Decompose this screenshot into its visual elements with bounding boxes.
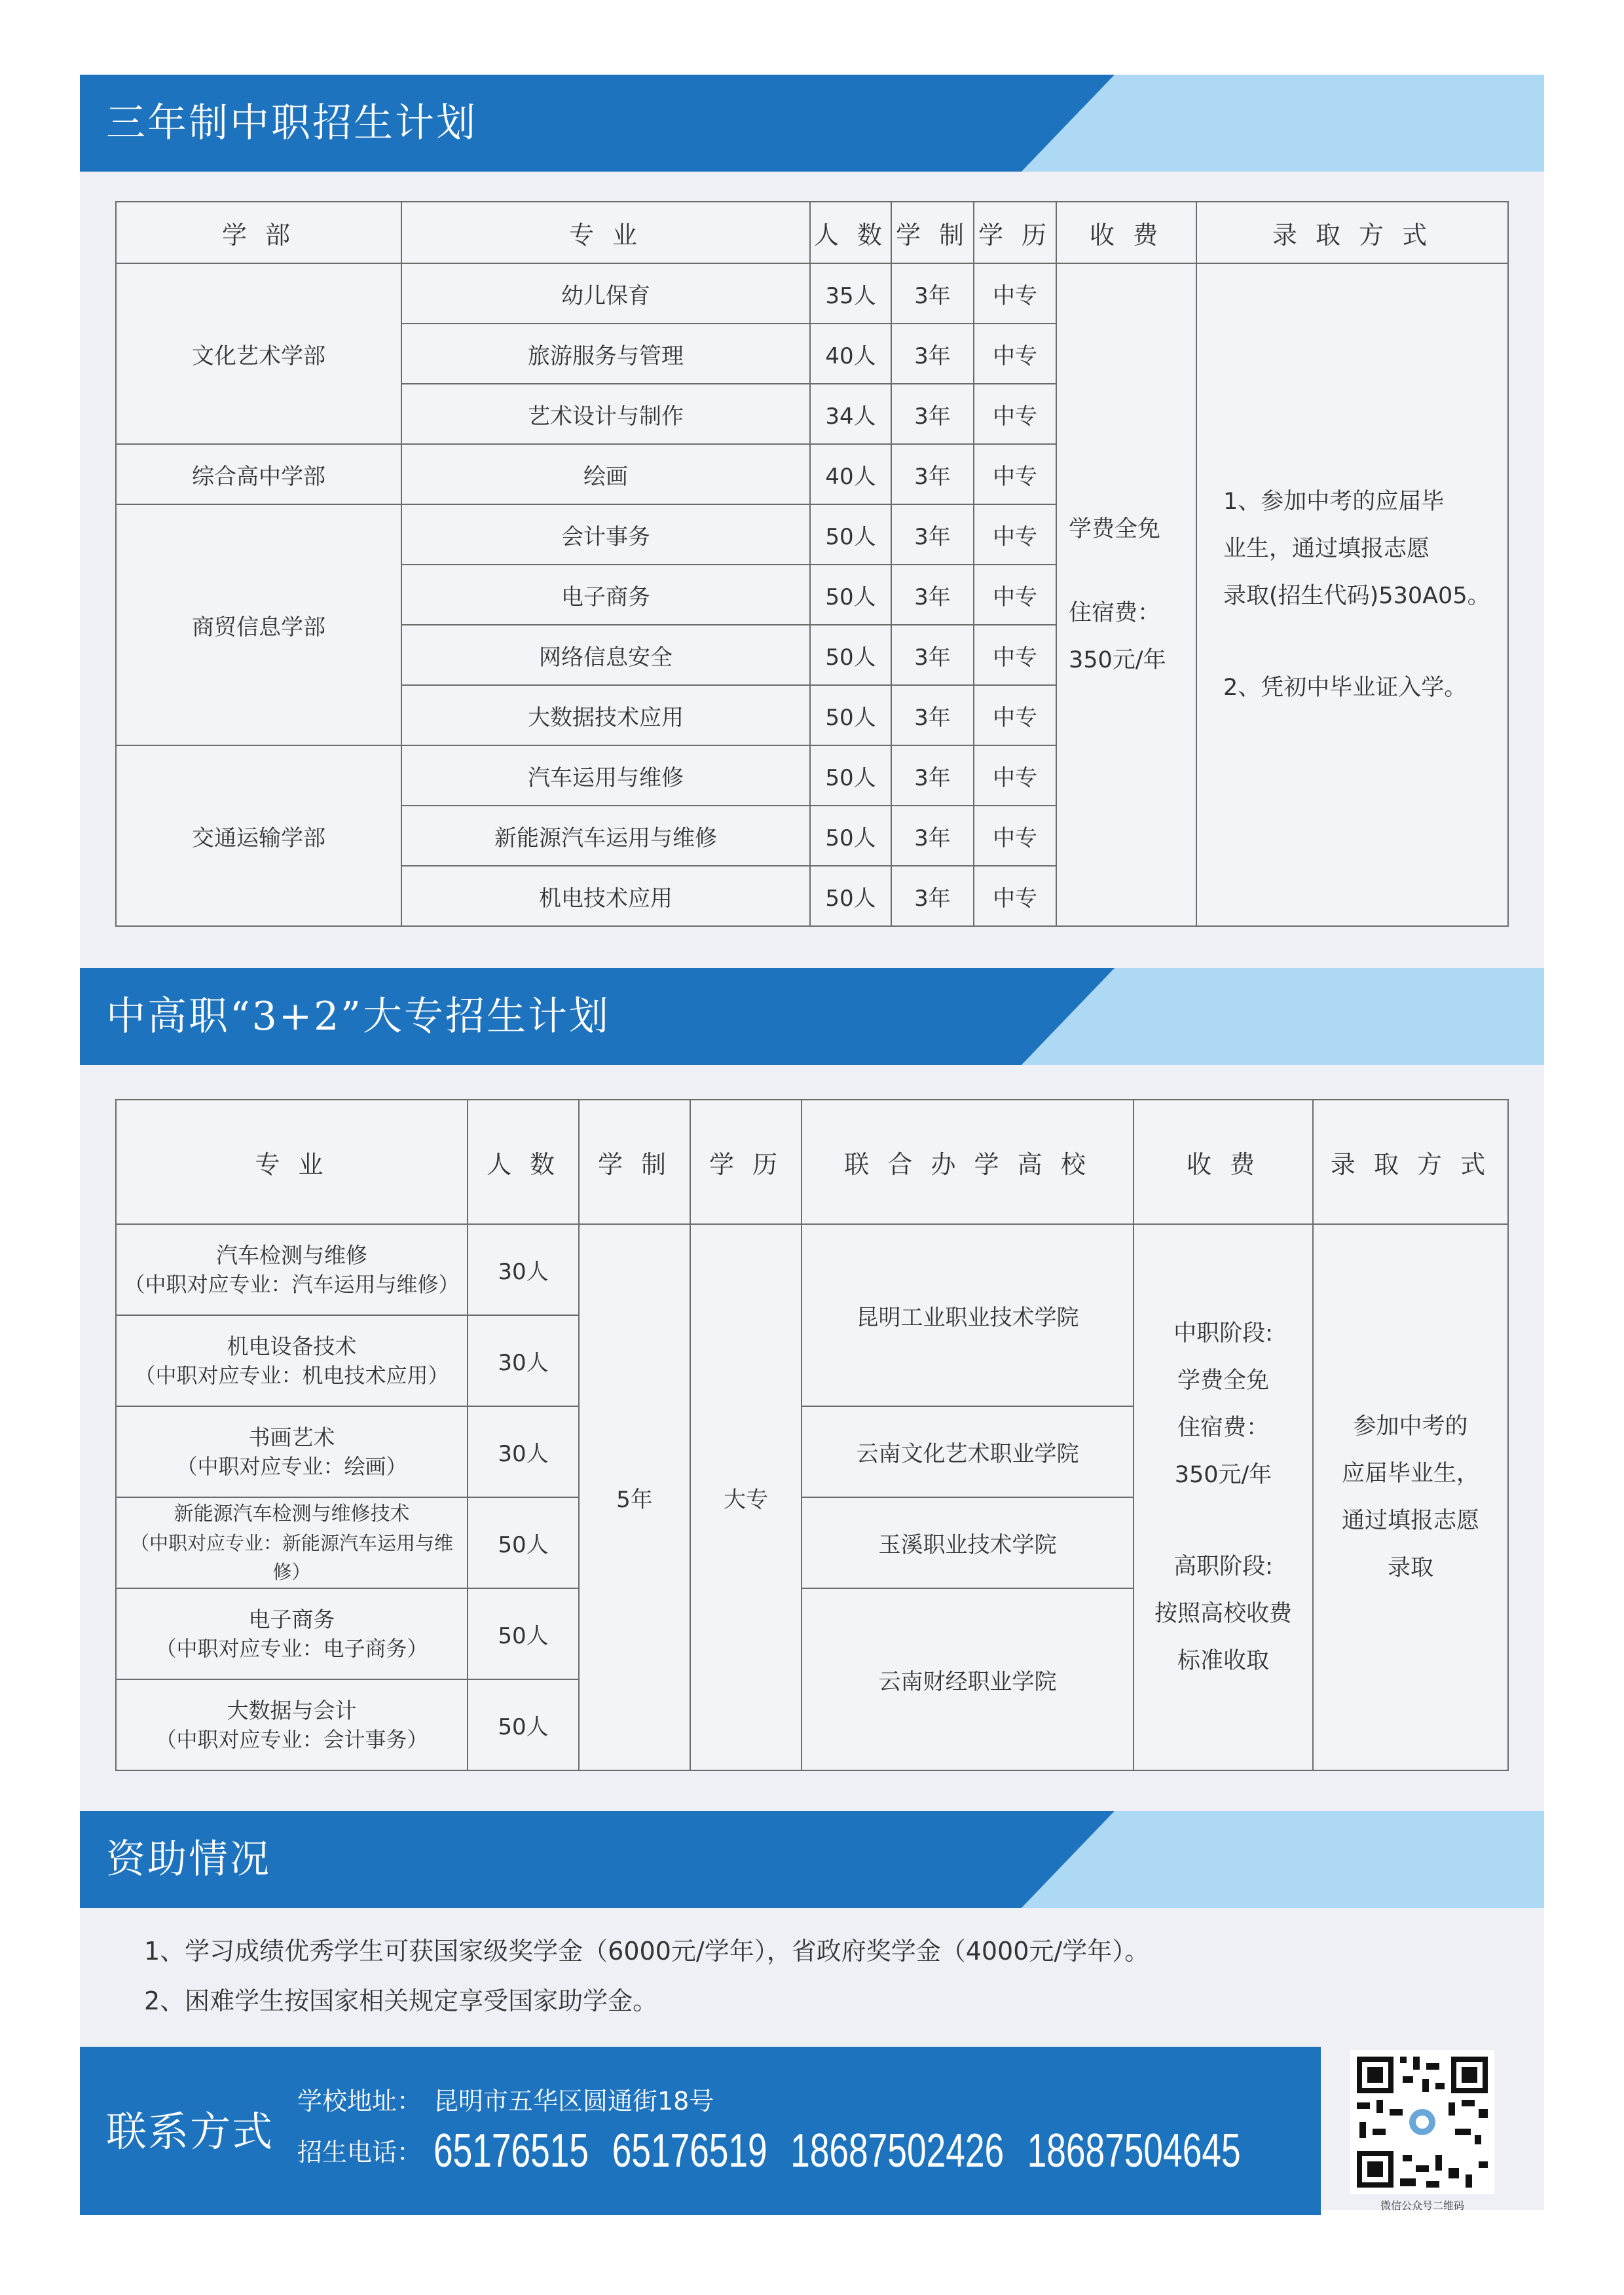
fee-cell	[1134, 1224, 1313, 1770]
count-cell: 50人	[468, 1497, 579, 1588]
count-cell: 30人	[468, 1224, 579, 1315]
count-cell: 50人	[810, 745, 891, 806]
department-cell: 综合高中学部	[116, 444, 401, 504]
admission-line: 参加中考的	[1353, 1413, 1468, 1440]
college-cell: 玉溪职业技术学院	[802, 1497, 1134, 1588]
major-cell	[116, 1588, 468, 1679]
years-cell: 3年	[891, 625, 974, 685]
fee-line: 住宿费：	[1177, 1415, 1269, 1441]
admission-line: 1、参加中考的应届毕	[1223, 489, 1445, 515]
degree-cell: 中专	[974, 625, 1056, 685]
header-admission: 录 取 方 式	[1313, 1100, 1508, 1224]
major-cell: 会计事务	[401, 504, 810, 565]
count-cell: 40人	[810, 444, 891, 504]
major-cell: 绘画	[401, 444, 810, 504]
section2-banner	[80, 968, 1544, 1065]
count-cell: 50人	[810, 504, 891, 565]
phone-label: 招生电话：	[297, 2138, 422, 2167]
years-cell: 3年	[891, 384, 974, 444]
count-cell: 50人	[810, 866, 891, 926]
phone-number: 65176519	[612, 2125, 767, 2177]
section3-banner	[80, 1811, 1544, 1908]
header-count: 人 数	[810, 202, 891, 263]
header-college: 联 合 办 学 高 校	[802, 1100, 1134, 1224]
college-cell: 云南财经职业学院	[802, 1588, 1134, 1770]
qr-code	[1350, 2050, 1494, 2194]
major-cell: 幼儿保育	[401, 263, 810, 324]
department-cell: 文化艺术学部	[116, 263, 401, 444]
count-cell: 35人	[810, 263, 891, 324]
major-name: 电子商务	[248, 1606, 335, 1632]
count-cell: 40人	[810, 324, 891, 384]
section1-title: 三年制中职招生计划	[106, 100, 477, 146]
major-sub: （中职对应专业：汽车运用与维修）	[124, 1271, 460, 1297]
header-major: 专 业	[116, 1100, 468, 1224]
fee-line: 按照高校收费	[1154, 1601, 1292, 1627]
years-cell: 3年	[891, 504, 974, 565]
degree-cell: 中专	[974, 685, 1056, 745]
count-cell: 50人	[468, 1679, 579, 1770]
years-cell: 3年	[891, 866, 974, 926]
major-name: 汽车检测与维修	[216, 1242, 367, 1268]
fee-line: 高职阶段:	[1173, 1554, 1273, 1580]
years-cell: 3年	[891, 565, 974, 625]
header-fee: 收 费	[1056, 202, 1196, 263]
contact-title: 联系方式	[106, 2108, 274, 2155]
major-name: 大数据与会计	[227, 1697, 357, 1723]
major-cell: 旅游服务与管理	[401, 324, 810, 384]
degree-cell: 中专	[974, 565, 1056, 625]
major-cell	[116, 1224, 468, 1315]
fee-line: 学费全免	[1069, 516, 1161, 542]
degree-cell: 中专	[974, 384, 1056, 444]
admission-line: 录取(招生代码)530A05。	[1223, 583, 1490, 609]
department-cell: 商贸信息学部	[116, 504, 401, 745]
degree-cell: 中专	[974, 504, 1056, 565]
count-cell: 34人	[810, 384, 891, 444]
fee-line: 350元/年	[1174, 1462, 1272, 1488]
admission-cell	[1196, 263, 1508, 926]
degree-cell: 中专	[974, 444, 1056, 504]
joint-college-plan-table	[115, 1099, 1509, 1771]
admission-line: 应届毕业生，	[1341, 1461, 1479, 1487]
fee-line: 中职阶段:	[1173, 1320, 1273, 1347]
phone-numbers	[434, 2124, 1264, 2178]
table-row	[116, 263, 1508, 324]
fee-cell	[1056, 263, 1196, 926]
department-cell: 交通运输学部	[116, 745, 401, 926]
fee-line: 标准收取	[1177, 1648, 1269, 1674]
count-cell: 50人	[468, 1588, 579, 1679]
major-cell: 大数据技术应用	[401, 685, 810, 745]
header-major: 专 业	[401, 202, 810, 263]
aid-item: 1、学习成绩优秀学生可获国家级奖学金（6000元/学年），省政府奖学金（4000元/学年）。	[144, 1937, 1150, 1966]
major-cell	[116, 1679, 468, 1770]
section1-banner	[80, 75, 1544, 172]
header-degree: 学 历	[974, 202, 1056, 263]
degree-cell: 大专	[690, 1224, 802, 1770]
header-years: 学 制	[891, 202, 974, 263]
major-sub: （中职对应专业：绘画）	[176, 1453, 407, 1479]
degree-cell: 中专	[974, 263, 1056, 324]
college-cell: 昆明工业职业技术学院	[802, 1224, 1134, 1406]
count-cell: 50人	[810, 806, 891, 866]
fee-line: 住宿费：	[1069, 600, 1161, 626]
address-text: 昆明市五华区圆通街18号	[434, 2087, 714, 2116]
header-years: 学 制	[579, 1100, 690, 1224]
three-year-plan-table	[115, 201, 1509, 927]
major-cell: 新能源汽车运用与维修	[401, 806, 810, 866]
degree-cell: 中专	[974, 806, 1056, 866]
count-cell: 50人	[810, 565, 891, 625]
major-cell	[116, 1406, 468, 1497]
major-sub: （中职对应专业：会计事务）	[155, 1726, 428, 1752]
phone-number: 65176515	[434, 2125, 589, 2177]
header-fee: 收 费	[1134, 1100, 1313, 1224]
major-cell: 网络信息安全	[401, 625, 810, 685]
table-header-row	[116, 202, 1508, 263]
major-cell: 电子商务	[401, 565, 810, 625]
qr-code-icon	[1350, 2050, 1494, 2194]
major-sub: （中职对应专业：新能源汽车运用与维修）	[130, 1531, 453, 1583]
header-department: 学 部	[116, 202, 401, 263]
major-cell	[116, 1497, 468, 1588]
college-cell: 云南文化艺术职业学院	[802, 1406, 1134, 1497]
count-cell: 50人	[810, 625, 891, 685]
qr-caption: 微信公众号二维码	[1380, 2199, 1464, 2212]
contact-bar	[80, 2047, 1321, 2215]
section2-title: 中高职“3+2”大专招生计划	[106, 994, 610, 1039]
section3-title: 资助情况	[106, 1837, 271, 1882]
years-cell: 3年	[891, 745, 974, 806]
major-name: 机电设备技术	[227, 1333, 357, 1359]
count-cell: 30人	[468, 1315, 579, 1406]
years-cell: 3年	[891, 685, 974, 745]
fee-line: 350元/年	[1069, 647, 1166, 673]
years-cell: 3年	[891, 324, 974, 384]
major-cell: 艺术设计与制作	[401, 384, 810, 444]
address-label: 学校地址：	[297, 2087, 422, 2116]
major-sub: （中职对应专业：电子商务）	[155, 1635, 428, 1661]
major-cell	[116, 1315, 468, 1406]
degree-cell: 中专	[974, 745, 1056, 806]
major-name: 书画艺术	[248, 1424, 335, 1450]
degree-cell: 中专	[974, 324, 1056, 384]
table-header-row	[116, 1100, 1508, 1224]
header-count: 人 数	[468, 1100, 579, 1224]
count-cell: 50人	[810, 685, 891, 745]
years-cell: 3年	[891, 806, 974, 866]
years-cell: 5年	[579, 1224, 690, 1770]
admission-cell	[1313, 1224, 1508, 1770]
admission-line: 通过填报志愿	[1341, 1508, 1479, 1534]
major-cell: 机电技术应用	[401, 866, 810, 926]
admission-line: 2、凭初中毕业证入学。	[1223, 675, 1467, 701]
major-sub: （中职对应专业：机电技术应用）	[134, 1362, 449, 1388]
header-degree: 学 历	[690, 1100, 802, 1224]
fee-line: 学费全免	[1177, 1368, 1269, 1394]
count-cell: 30人	[468, 1406, 579, 1497]
degree-cell: 中专	[974, 866, 1056, 926]
admission-line: 业生，通过填报志愿	[1223, 536, 1430, 562]
years-cell: 3年	[891, 263, 974, 324]
aid-item: 2、困难学生按国家相关规定享受国家助学金。	[144, 1987, 658, 2015]
table-row	[116, 1224, 1508, 1315]
phone-number: 18687504645	[1027, 2125, 1241, 2177]
major-name: 新能源汽车检测与维修技术	[174, 1502, 410, 1525]
header-admission: 录 取 方 式	[1196, 202, 1508, 263]
admission-line: 录取	[1387, 1555, 1433, 1581]
years-cell: 3年	[891, 444, 974, 504]
phone-number: 18687502426	[790, 2125, 1005, 2177]
major-cell: 汽车运用与维修	[401, 745, 810, 806]
